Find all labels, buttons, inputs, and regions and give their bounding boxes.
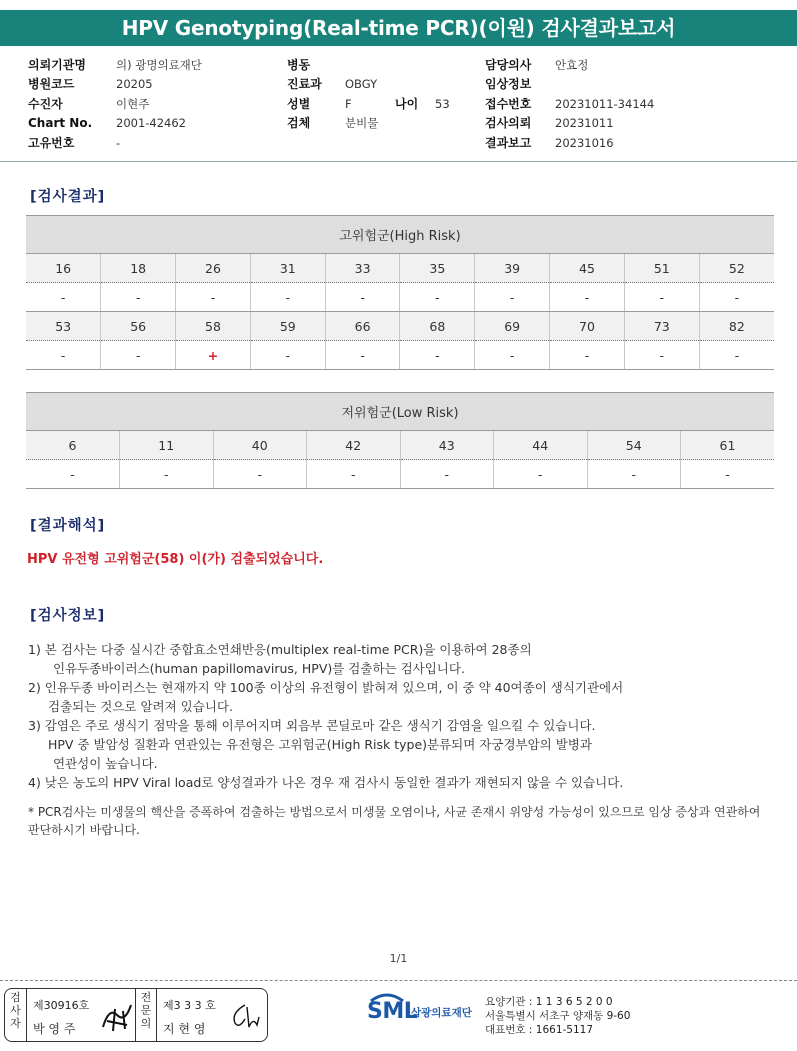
genotype-cell: 35 [400,254,475,283]
genotype-cell: 31 [250,254,325,283]
info-field-row [28,75,202,94]
disclaimer-note: * PCR검사는 미생물의 핵산을 증폭하여 검출하는 방법으로서 미생물 오염이나, 사균 존재시 위양성 가능성이 있으므로 임상 증상과 연관하여 판단하시기 바랍니다. [28,805,761,837]
info-field-value: OBGY [345,77,378,92]
genotype-cell: 26 [176,254,251,283]
info-field-value: - [116,135,121,150]
genotype-cell: 61 [681,431,775,460]
info-field-value: 의) 광명의료재단 [116,58,202,72]
genotype-cell: 73 [624,312,699,341]
genotype-cell: 52 [699,254,774,283]
org-name: 삼광의료재단 [411,1007,472,1019]
info-field-row [28,95,202,114]
genotype-cell: 16 [26,254,101,283]
test-info-line: HPV 중 발암성 질환과 연관있는 유전형은 고위험군(High Risk type)분류되며 자궁경부암의 발병과 [48,737,592,752]
inspector-name: 박 영 주 [33,1022,76,1036]
test-info-line: 1) 본 검사는 다중 실시간 중합효소연쇄반응(multiplex real-time PCR)을 이용하여 28종의 [28,642,532,657]
signature-box [4,988,268,1042]
patient-info-col2 [287,56,378,134]
genotype-cell: 18 [101,254,176,283]
low-risk-table [26,392,774,489]
info-field-label: 성별 [287,96,311,111]
genotype-cell: 44 [494,431,588,460]
specialist-label: 전 문 의 [135,989,157,1041]
result-cell: - [26,460,120,489]
genotype-cell: 66 [325,312,400,341]
info-field-label: 병원코드 [28,77,75,92]
high-risk-table [26,215,774,370]
result-cell: + [176,341,251,370]
info-field-value: 20231011 [555,116,614,131]
genotype-cell: 39 [475,254,550,283]
genotype-cell: 68 [400,312,475,341]
info-field-label: 검사의뢰 [485,116,532,131]
info-field-label: 담당의사 [485,58,532,72]
result-cell: - [250,341,325,370]
genotype-cell: 45 [550,254,625,283]
phone-number: 대표번호 : 1661-5117 [485,1024,594,1036]
result-cell: - [325,283,400,312]
info-field-label: 고유번호 [28,135,75,150]
info-field-row [485,95,654,114]
info-field-row [485,75,654,94]
inspector-label: 검 사 자 [5,989,27,1041]
result-cell: - [176,283,251,312]
info-field-value: 안효정 [555,58,589,72]
high-risk-types-row-2 [26,312,774,341]
info-field-label: 검체 [287,116,311,131]
genotype-cell: 40 [213,431,307,460]
genotype-cell: 42 [307,431,401,460]
result-cell: - [101,283,176,312]
patient-info-panel [0,54,797,162]
low-risk-types-row [26,431,774,460]
info-field-label: 진료과 [287,77,322,92]
inspector-license: 제30916호 [33,999,90,1012]
genotype-cell: 53 [26,312,101,341]
info-field-label: 병동 [287,58,311,72]
result-cell: - [494,460,588,489]
info-field-value: 20231016 [555,135,614,150]
specialist-name: 지 현 영 [163,1022,206,1036]
low-risk-header: 저위험군(Low Risk) [26,393,774,431]
result-cell: - [475,341,550,370]
results-section-title: [검사결과] [30,189,106,205]
info-field-row [28,56,202,75]
result-cell: - [400,283,475,312]
info-field-value: 이현주 [116,96,150,111]
result-cell: - [699,341,774,370]
genotype-cell: 82 [699,312,774,341]
genotype-cell: 56 [101,312,176,341]
result-cell: - [250,283,325,312]
result-cell: - [699,283,774,312]
logo-arc-icon [367,991,407,1003]
contact-info [485,995,630,1037]
info-field-label: 접수번호 [485,96,532,111]
info-field-row [28,134,202,153]
result-cell: - [624,341,699,370]
genotype-cell: 43 [400,431,494,460]
address: 서울특별시 서초구 양재동 9-60 [485,1010,631,1022]
sml-logo [367,993,472,1024]
info-field-row [485,134,654,153]
result-cell: - [587,460,681,489]
info-field-row [287,114,378,133]
inspector-signature-icon [97,997,137,1035]
genotype-cell: 59 [250,312,325,341]
result-cell: - [400,460,494,489]
result-cell: - [624,283,699,312]
specialist-license: 제3 3 3 호 [163,999,216,1012]
genotype-cell: 33 [325,254,400,283]
info-field-label: 임상정보 [485,77,532,92]
info-field-value: 20205 [116,77,153,92]
info-field-row [287,75,378,94]
test-info-section-title: [검사정보] [30,608,106,624]
specialist-signature-icon [227,999,263,1033]
result-cell: - [120,460,214,489]
report-title: HPV Genotyping(Real-time PCR)(이원) 검사결과보고서 [0,10,797,46]
info-field-row [287,95,378,114]
high-risk-header: 고위험군(High Risk) [26,216,774,254]
test-info-line: 2) 인유두종 바이러스는 현재까지 약 100종 이상의 유전형이 밝혀져 있으며, 이 중 약 40여종이 생식기관에서 [28,680,624,695]
test-info-line: 연관성이 높습니다. [53,756,158,771]
interpretation-text: HPV 유전형 고위험군(58) 이(가) 검출되었습니다. [27,552,324,567]
footer-divider [0,980,797,981]
genotype-cell: 6 [26,431,120,460]
age-value: 53 [435,97,450,111]
care-institution-number: 요양기관 : 1 1 3 6 5 2 0 0 [485,996,613,1008]
age-field [395,95,450,114]
info-field-row [287,56,378,75]
genotype-cell: 11 [120,431,214,460]
test-info-line: 4) 낮은 농도의 HPV Viral load로 양성결과가 나온 경우 재 검사시 동일한 결과가 재현되지 않을 수 있습니다. [28,775,624,790]
genotype-cell: 51 [624,254,699,283]
genotype-cell: 58 [176,312,251,341]
low-risk-results-row [26,460,774,489]
logo-text: SML [367,999,418,1024]
info-field-row [485,114,654,133]
genotype-cell: 54 [587,431,681,460]
test-info-line: 인유두종바이러스(human papillomavirus, HPV)를 검출하는 검사입니다. [53,661,465,676]
result-cell: - [475,283,550,312]
info-field-label: 결과보고 [485,135,532,150]
result-cell: - [325,341,400,370]
info-field-row [28,114,202,133]
result-cell: - [101,341,176,370]
page-number: 1/1 [389,952,408,965]
high-risk-types-row-1 [26,254,774,283]
genotype-cell: 69 [475,312,550,341]
result-cell: - [26,341,101,370]
result-cell: - [213,460,307,489]
info-field-value: F [345,96,352,111]
info-field-value: 2001-42462 [116,116,186,131]
genotype-cell: 70 [550,312,625,341]
high-risk-results-row-1 [26,283,774,312]
age-label: 나이 [395,97,419,111]
patient-info-col3 [485,56,654,153]
result-cell: - [400,341,475,370]
result-cell: - [307,460,401,489]
patient-info-col1 [28,56,202,153]
info-field-label: Chart No. [28,116,93,131]
result-cell: - [550,283,625,312]
high-risk-results-row-2 [26,341,774,370]
info-field-value: 분비물 [345,116,379,131]
interpretation-section-title: [결과해석] [30,518,106,534]
result-cell: - [681,460,775,489]
info-field-label: 수진자 [28,96,63,111]
info-field-row [485,56,654,75]
info-field-value: 20231011-34144 [555,96,655,111]
info-field-label: 의뢰기관명 [28,58,86,72]
result-cell: - [550,341,625,370]
test-info-list [28,640,778,792]
test-info-line: 검출되는 것으로 알려져 있습니다. [48,699,233,714]
test-info-line: 3) 감염은 주로 생식기 점막을 통해 이루어지며 외음부 콘딜로마 같은 생식기 감염을 일으킬 수 있습니다. [28,718,596,733]
result-cell: - [26,283,101,312]
